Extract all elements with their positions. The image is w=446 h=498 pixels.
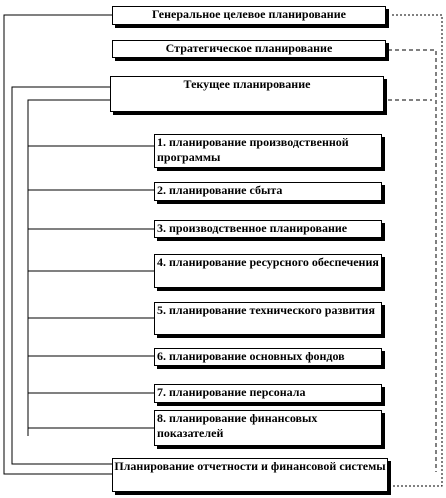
current-planning-label: Текущее планирование (183, 77, 311, 91)
dotted-feedback-line (392, 15, 442, 486)
planning-item-label: 3. производственное планирование (157, 221, 348, 235)
planning-item-label: 5. планирование технического развития (157, 303, 375, 317)
planning-item-label: 8. планирование финансовых показателей (157, 411, 318, 440)
planning-item (154, 348, 382, 366)
planning-item-label: 7. планирование персонала (157, 385, 306, 399)
current-to-items-line (28, 100, 112, 436)
reporting-planning-label: Планирование отчетности и финансовой системы (114, 459, 386, 473)
outer-frame-line (4, 15, 112, 474)
reporting-planning-box (112, 458, 388, 492)
planning-item-label: 4. планирование ресурсного обеспечения (157, 255, 379, 269)
general-planning-box (112, 6, 386, 25)
general-planning-label: Генеральное целевое планирование (152, 7, 346, 21)
planning-item (154, 220, 382, 238)
planning-item (154, 254, 382, 288)
planning-item (154, 134, 382, 168)
strategic-planning-label: Стратегическое планирование (165, 41, 333, 55)
current-planning-box (110, 76, 384, 112)
dashed-feedback-line-strategic (388, 50, 436, 472)
planning-item (154, 182, 382, 201)
planning-item (154, 302, 382, 335)
planning-item-label: 1. планирование производственной программы (157, 135, 349, 164)
planning-item-label: 2. планирование сбыта (157, 183, 283, 197)
strategic-planning-box (112, 40, 386, 58)
planning-item (154, 410, 382, 446)
planning-item (154, 384, 382, 403)
current-bracket-line (12, 87, 112, 464)
planning-item-label: 6. планирование основных фондов (157, 349, 345, 363)
